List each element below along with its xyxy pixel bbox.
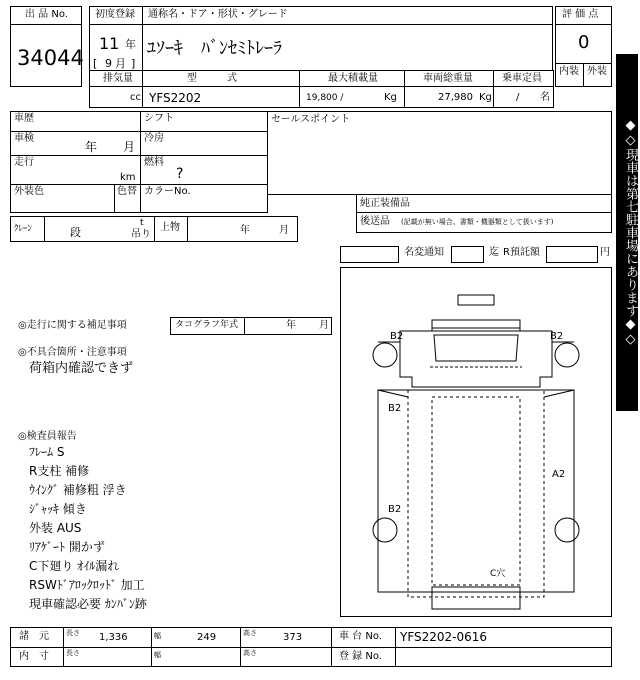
max-load-label: 最大積載量 xyxy=(328,73,378,84)
chassis-no: YFS2202-0616 xyxy=(400,630,488,644)
factory-equip-label: 純正装備品 xyxy=(360,198,410,209)
displacement-label: 排気量 xyxy=(103,73,133,84)
first-reg-label-cell xyxy=(89,6,143,25)
first-reg-month: 9 xyxy=(105,57,112,70)
gross-weight-label: 車両総重量 xyxy=(423,73,473,84)
crane-cell xyxy=(44,216,155,242)
length-label-inner: 長さ xyxy=(66,649,80,657)
tacho-cell xyxy=(170,317,332,335)
ext-color-cell xyxy=(10,184,115,213)
history-label: 車歴 xyxy=(14,113,34,124)
color-no-cell xyxy=(140,184,268,213)
cab-roof-bar xyxy=(432,320,520,328)
tacho-month-unit: 月 xyxy=(319,320,329,331)
cab-outline xyxy=(400,331,552,387)
damage-mark: B2 xyxy=(390,331,404,342)
crane-ton-unit: t xyxy=(140,218,144,228)
damage-mark: B2 xyxy=(388,504,402,515)
inner-dims-label: 内 寸 xyxy=(19,651,49,662)
sales-point-cell xyxy=(267,111,612,195)
defect-list xyxy=(29,362,133,378)
max-load: 19,800 / xyxy=(306,93,344,103)
crane-hoist-label: 吊り xyxy=(131,229,151,240)
interior-score-cell xyxy=(555,63,584,87)
capacity-label-cell xyxy=(493,70,554,87)
fuel-cell xyxy=(140,155,268,185)
inspector-report-title: ◎検査員報告 xyxy=(18,431,77,442)
capacity-cell xyxy=(493,86,554,108)
driving-notes-title: ◎走行に関する補足事項 xyxy=(18,320,127,331)
side-banner-text: ◆◇現車は第七駐車場にあります◆◇ xyxy=(623,118,638,347)
damage-mark: C穴 xyxy=(490,569,506,579)
inspector-report-list xyxy=(29,446,147,617)
outer-dims-label: 諸 元 xyxy=(19,631,49,642)
gross-weight-label-cell xyxy=(404,70,494,87)
bracket-close: ] xyxy=(131,57,136,70)
history-cell xyxy=(10,111,141,132)
fuel-label: 燃料 xyxy=(144,157,164,168)
tacho-label: タコグラフ年式 xyxy=(175,320,239,330)
length-label: 長さ xyxy=(66,629,80,637)
wheel-rear-left xyxy=(373,518,397,542)
trailer-folds xyxy=(378,390,574,597)
height-label: 高さ xyxy=(243,629,257,637)
color-change-label: 色替 xyxy=(117,186,137,197)
capacity-label: 乗車定員 xyxy=(502,73,542,84)
damage-mark: B2 xyxy=(388,403,402,414)
name-change-label: 名変通知 xyxy=(404,247,444,258)
bracket-open: [ xyxy=(93,57,98,70)
aircon-cell xyxy=(140,131,268,156)
first-reg-year: 11 xyxy=(99,34,120,53)
front-mirror-bar xyxy=(458,295,494,305)
damage-mark: B2 xyxy=(550,331,564,342)
gross-weight: 27,980 xyxy=(438,92,473,103)
r-deposit-label: R預託額 xyxy=(503,247,540,258)
gross-weight-cell xyxy=(404,86,494,108)
dimensions-table xyxy=(10,627,612,667)
trailer-body xyxy=(378,390,574,592)
ext-color-label: 外装色 xyxy=(14,186,44,197)
crane-stage-unit: 段 xyxy=(70,226,81,239)
upper-label: 上物 xyxy=(160,222,180,233)
lot-no-label: 出 品 No. xyxy=(25,9,68,20)
wheel-front-right xyxy=(555,343,579,367)
defect-line: 荷箱内確認できず xyxy=(29,361,134,376)
upper-year-unit: 年 xyxy=(240,225,250,236)
max-load-unit: Kg xyxy=(384,92,397,103)
sales-point-label: セールスポイント xyxy=(271,114,351,125)
outer-height: 373 xyxy=(283,632,303,643)
name-change-date-box xyxy=(451,246,484,263)
color-change-cell xyxy=(114,184,141,213)
shaken-label: 車検 xyxy=(14,133,34,144)
displacement-cell xyxy=(89,86,143,108)
tacho-year-unit: 年 xyxy=(286,320,296,331)
name-change-box xyxy=(340,246,399,263)
front-corners xyxy=(378,390,574,397)
roof-panel xyxy=(432,397,520,585)
inspector-line: 現車確認必要 ｶﾝﾊﾞﾝ跡 xyxy=(29,597,147,611)
score-cell xyxy=(555,24,612,64)
width-label: 幅 xyxy=(154,632,161,640)
model-label: 型 式 xyxy=(187,73,237,84)
aircon-label: 冷房 xyxy=(144,133,164,144)
max-load-cell xyxy=(299,86,405,108)
exterior-score-cell xyxy=(583,63,612,87)
crane-label-cell xyxy=(10,216,45,242)
delivery-label: 後送品 xyxy=(360,216,390,227)
wheel-rear-right xyxy=(555,518,579,542)
vehicle-damage-diagram xyxy=(340,267,612,617)
fuel-value: ? xyxy=(176,166,184,182)
lot-no: 34044 xyxy=(17,46,84,70)
max-load-label-cell xyxy=(299,70,405,87)
displacement-unit: cc xyxy=(130,92,141,103)
model: YFS2202 xyxy=(149,91,202,105)
outer-width: 249 xyxy=(197,632,217,643)
inspector-line: ﾌﾚｰﾑ S xyxy=(29,445,65,459)
shaken-month-unit: 月 xyxy=(123,140,136,154)
first-reg-year-unit: 年 xyxy=(125,38,136,51)
interior-label: 内装 xyxy=(559,66,579,77)
reg-no-label: 登 録 No. xyxy=(339,651,382,662)
chassis-label: 車 台 No. xyxy=(339,631,382,642)
wheel-front-left xyxy=(373,343,397,367)
shaken-year-unit: 年 xyxy=(85,140,98,154)
score-label: 評 価 点 xyxy=(562,9,599,20)
inspector-line: ﾘｱｹﾞｰﾄ 開かず xyxy=(29,540,105,554)
model-cell xyxy=(142,86,300,108)
exterior-label: 外装 xyxy=(587,66,607,77)
first-reg-cell xyxy=(89,24,143,71)
inspector-line: ｳｲﾝｸﾞ 補修粗 浮き xyxy=(29,483,127,497)
side-banner xyxy=(616,54,638,411)
delivery-note: (記載が無い場合、書類・機器類として扱います) xyxy=(401,218,554,226)
height-label-inner: 高さ xyxy=(243,649,257,657)
lot-no-label-cell xyxy=(10,6,82,25)
windshield xyxy=(434,335,518,361)
inspector-line: C下廻り ｵｲﾙ漏れ xyxy=(29,559,120,573)
upper-month-unit: 月 xyxy=(279,225,289,236)
mileage-label: 走行 xyxy=(14,157,34,168)
yen-unit: 円 xyxy=(600,247,610,258)
delivery-cell xyxy=(356,212,612,233)
mileage-unit: km xyxy=(120,172,136,183)
first-reg-label: 初度登録 xyxy=(95,9,135,20)
rear-door xyxy=(432,587,520,609)
first-reg-month-unit: 月 xyxy=(115,57,126,70)
defect-notes-title: ◎不具合箇所・注意事項 xyxy=(18,347,127,358)
shaken-cell xyxy=(10,131,141,156)
inspector-line: RSWﾄﾞｱﾛｯｸﾛｯﾄﾞ 加工 xyxy=(29,578,145,592)
capacity-unit: 名 xyxy=(540,92,550,103)
vehicle-name-label: 通称名・ドア・形状・グレード xyxy=(148,9,288,20)
mileage-cell xyxy=(10,155,141,185)
deposit-label: 迄 xyxy=(489,247,499,258)
lot-no-cell xyxy=(10,24,82,87)
vehicle-name-cell xyxy=(142,24,553,71)
vehicle-name-label-cell xyxy=(142,6,553,25)
capacity-slash: / xyxy=(516,92,520,103)
shift-label: シフト xyxy=(144,113,174,124)
upper-cell xyxy=(187,216,298,242)
inspector-line: 外装 AUS xyxy=(29,521,82,535)
r-deposit-box xyxy=(546,246,598,263)
gross-weight-unit: Kg xyxy=(479,92,492,103)
upper-label-cell xyxy=(154,216,188,242)
color-no-label: カラーNo. xyxy=(144,186,191,197)
score-label-cell xyxy=(555,6,612,25)
shift-cell xyxy=(140,111,268,132)
damage-mark: A2 xyxy=(552,469,566,480)
model-label-cell xyxy=(142,70,300,87)
width-label-inner: 幅 xyxy=(154,651,161,659)
displacement-label-cell xyxy=(89,70,143,87)
outer-length: 1,336 xyxy=(99,632,128,643)
factory-equip-cell xyxy=(356,194,612,213)
vehicle-name: ﾕｿｰｷ ﾊﾞﾝｾﾐﾄﾚｰﾗ xyxy=(147,38,282,59)
crane-label: ｸﾚｰﾝ xyxy=(14,224,33,234)
score: 0 xyxy=(578,32,590,53)
inspector-line: R支柱 補修 xyxy=(29,464,90,478)
inspector-line: ｼﾞｬｯｷ 傾き xyxy=(29,502,87,516)
